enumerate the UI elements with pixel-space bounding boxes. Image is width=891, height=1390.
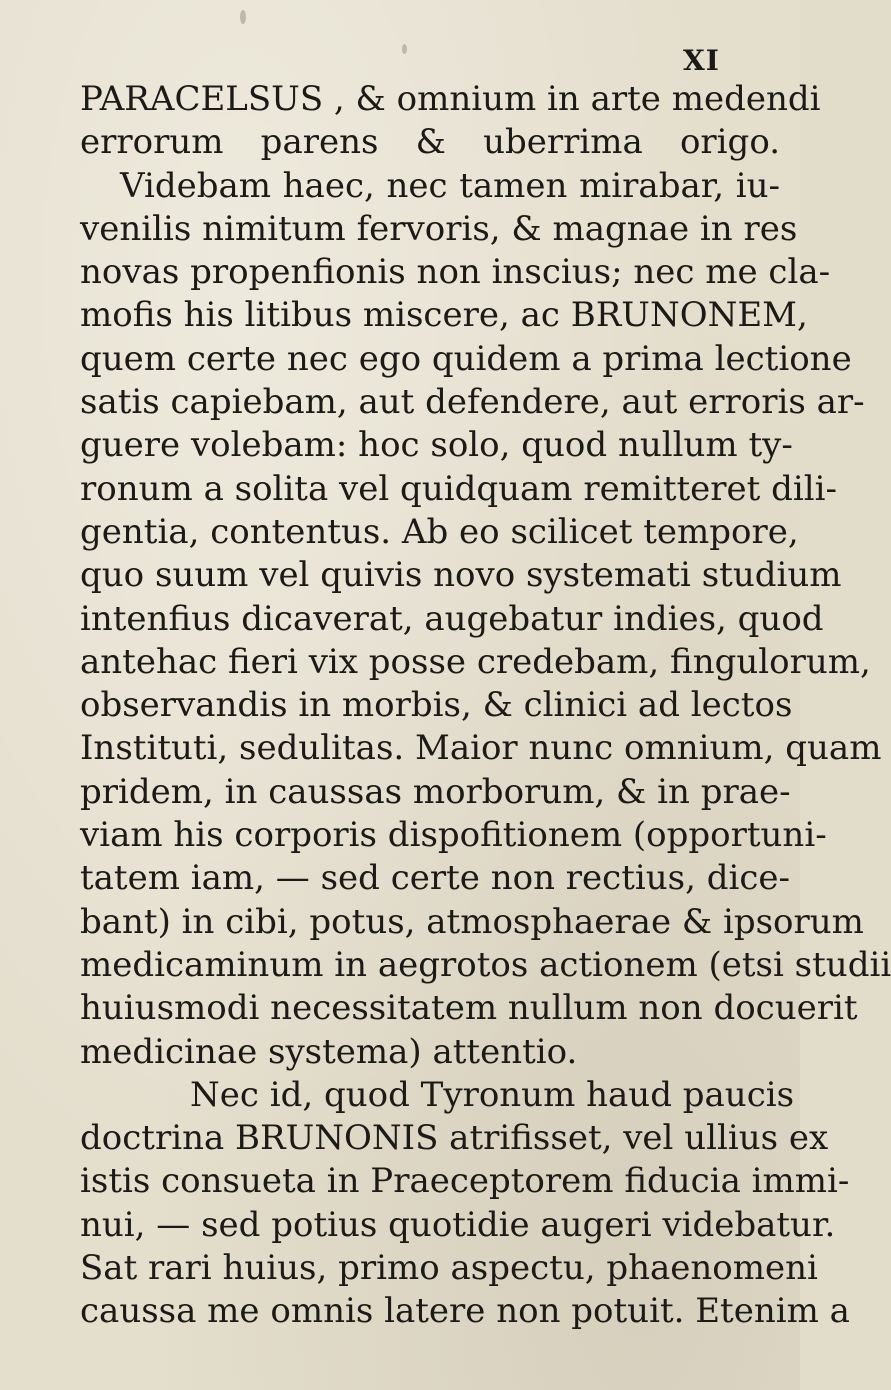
text-line: quem certe nec ego quidem a prima lectione [80, 338, 852, 379]
text-line: intenfius dicaverat, augebatur indies, quod [80, 598, 824, 639]
text-line: pridem, in caussas morborum, & in prae- [80, 771, 791, 812]
text-line: venilis nimitum fervoris, & magnae in res [80, 208, 798, 249]
text-line: Sat rari huius, primo aspectu, phaenomeni [80, 1248, 818, 1289]
text-line: errorum parens & uberrima origo. [80, 122, 780, 163]
text-line: tatem iam, — sed certe non rectius, dice- [80, 858, 790, 899]
text-line: satis capiebam, aut defendere, aut erroris ar- [80, 382, 865, 423]
ink-smudge [402, 44, 407, 54]
text-line: medicinae systema) attentio. [80, 1031, 578, 1072]
text-line: PARACELSUS , & omnium in arte medendi [80, 79, 821, 119]
ink-smudge [240, 10, 246, 24]
text-line: istis consueta in Praeceptorem fiducia immi- [80, 1161, 850, 1202]
text-line: Instituti, sedulitas. Maior nunc omnium, quam [80, 728, 882, 769]
text-line: bant) in cibi, potus, atmosphaerae & ipsorum [80, 901, 864, 942]
body-text [80, 78, 891, 1334]
text-line: doctrina BRUNONIS atrifisset, vel ullius ex [80, 1118, 829, 1159]
paragraph [80, 78, 891, 1074]
text-line: Nec id, quod Tyronum haud paucis [190, 1074, 795, 1115]
text-line: Videbam haec, nec tamen mirabar, iu- [120, 165, 780, 206]
text-line: guere volebam: hoc solo, quod nullum ty- [80, 425, 793, 466]
text-line: viam his corporis dispofitionem (opportuni- [80, 815, 827, 856]
text-line: mofis his litibus miscere, ac BRUNONEM, [80, 295, 808, 336]
text-line: observandis in morbis, & clinici ad lectos [80, 685, 793, 726]
text-line: ronum a solita vel quidquam remitteret dili- [80, 468, 837, 509]
text-line: quo suum vel quivis novo systemati studium [80, 555, 842, 596]
text-line: gentia, contentus. Ab eo scilicet tempore, [80, 511, 799, 552]
text-line: medicaminum in aegrotos actionem (etsi studii [80, 944, 891, 985]
text-line: huiusmodi necessitatem nullum non docuerit [80, 988, 858, 1029]
paragraph [80, 1074, 850, 1334]
text-line: caussa me omnis latere non potuit. Etenim a [80, 1291, 850, 1332]
text-line: nui, — sed potius quotidie augeri videbatur. [80, 1204, 836, 1245]
page-number: XI [683, 44, 720, 77]
text-line: antehac fieri vix posse credebam, fingulorum, [80, 641, 871, 682]
text-line: novas propenfionis non inscius; nec me cla- [80, 252, 831, 293]
